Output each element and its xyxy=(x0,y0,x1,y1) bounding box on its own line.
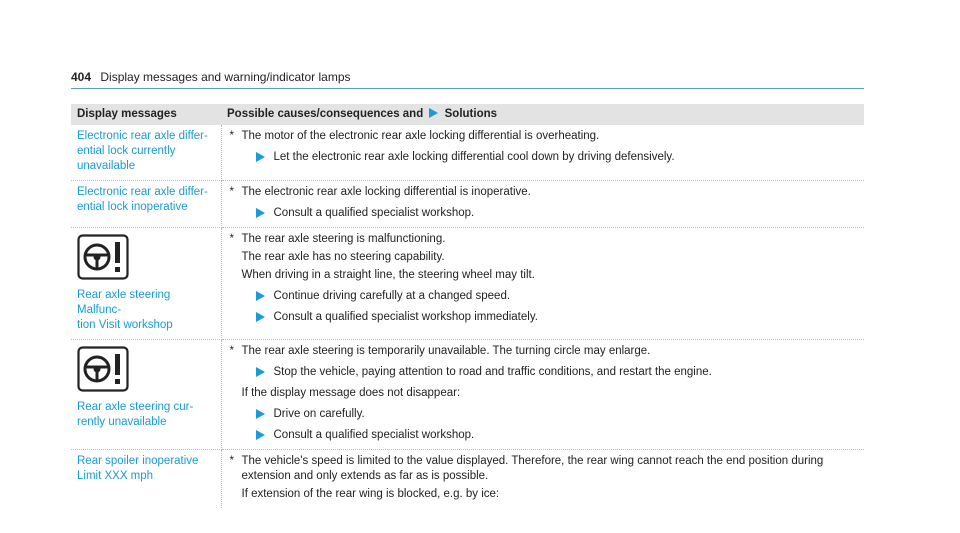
solution-arrow-icon xyxy=(256,409,265,419)
col-header-solutions-label: Solutions xyxy=(444,108,498,120)
cause-description: The motor of the electronic rear axle locking differential is overheating. xyxy=(241,130,600,142)
col-header-causes-solutions xyxy=(221,104,864,125)
causes-solutions-cell xyxy=(221,340,864,450)
page-title: Display messages and warning/indicator lamps xyxy=(100,70,351,84)
causes-solutions-cell xyxy=(221,228,864,340)
solution-step xyxy=(228,289,859,304)
table-row xyxy=(71,228,864,340)
col-header-display-messages: Display messages xyxy=(71,104,221,125)
bullet-star: * xyxy=(229,233,234,245)
solution-arrow-icon xyxy=(256,291,265,301)
solution-arrow-icon xyxy=(429,108,438,118)
display-messages-table xyxy=(71,104,864,508)
solution-text: Drive on carefully. xyxy=(273,408,365,420)
causes-solutions-cell xyxy=(221,450,864,509)
solution-step xyxy=(228,150,859,165)
col-header-causes-label: Possible causes/consequences and xyxy=(227,108,424,120)
display-message-cell xyxy=(71,181,221,228)
cause-description: The rear axle steering is temporarily unavailable. The turning circle may enlarge. xyxy=(241,345,651,357)
table-row xyxy=(71,340,864,450)
display-message-cell xyxy=(71,228,221,340)
display-message-text: Electronic rear axle differ- ential lock inoperative xyxy=(77,186,208,213)
table-row xyxy=(71,450,864,509)
table-row xyxy=(71,181,864,228)
solution-text: Stop the vehicle, paying attention to road and traffic conditions, and restart the engine. xyxy=(273,366,712,378)
display-message-text: Electronic rear axle differ- ential lock currently unavailable xyxy=(77,130,208,172)
display-message-cell xyxy=(71,340,221,450)
solution-text: Continue driving carefully at a changed speed. xyxy=(273,290,511,302)
solution-step xyxy=(228,407,859,422)
solution-text: Consult a qualified specialist workshop. xyxy=(273,207,475,219)
cause-text xyxy=(228,344,859,359)
solution-arrow-icon xyxy=(256,312,265,322)
cause-text xyxy=(228,454,859,484)
solution-text: Consult a qualified specialist workshop. xyxy=(273,429,475,441)
note-text: The rear axle has no steering capability. xyxy=(241,251,445,263)
page-header xyxy=(71,70,351,84)
solution-text: Consult a qualified specialist workshop immediately. xyxy=(273,311,538,323)
cause-description: The electronic rear axle locking differential is inoperative. xyxy=(241,186,531,198)
bullet-star: * xyxy=(229,130,234,142)
display-message-text: Rear spoiler inoperative Limit XXX mph xyxy=(77,455,199,482)
solution-arrow-icon xyxy=(256,152,265,162)
cause-description: The vehicle's speed is limited to the value displayed. Therefore, the rear wing cannot reach the end position during extension and only extends as far as is possible. xyxy=(241,455,824,482)
causes-solutions-cell xyxy=(221,125,864,181)
cause-text xyxy=(228,129,859,144)
solution-text: Let the electronic rear axle locking differential cool down by driving defensively. xyxy=(273,151,675,163)
bullet-star: * xyxy=(229,186,234,198)
solution-step xyxy=(228,206,859,221)
cause-text xyxy=(228,232,859,247)
solution-arrow-icon xyxy=(256,367,265,377)
display-message-text: Rear axle steering Malfunc- tion Visit workshop xyxy=(77,289,173,331)
solution-arrow-icon xyxy=(256,208,265,218)
display-message-cell xyxy=(71,450,221,509)
steering-wheel-warning-icon xyxy=(77,234,129,280)
solution-step xyxy=(228,365,859,380)
solution-step xyxy=(228,428,859,443)
cause-description: The rear axle steering is malfunctioning. xyxy=(241,233,446,245)
table-row xyxy=(71,125,864,181)
header-divider xyxy=(71,88,864,89)
solution-arrow-icon xyxy=(256,430,265,440)
solution-step xyxy=(228,310,859,325)
page-number: 404 xyxy=(71,70,92,84)
causes-solutions-cell xyxy=(221,181,864,228)
cause-text xyxy=(228,185,859,200)
display-message-text: Rear axle steering cur- rently unavailable xyxy=(77,401,194,428)
bullet-star: * xyxy=(229,455,234,467)
steering-wheel-warning-icon xyxy=(77,346,129,392)
note-text: If extension of the rear wing is blocked, e.g. by ice: xyxy=(241,488,500,500)
display-message-cell xyxy=(71,125,221,181)
bullet-star: * xyxy=(229,345,234,357)
note-text: If the display message does not disappear: xyxy=(241,387,461,399)
note-text: When driving in a straight line, the steering wheel may tilt. xyxy=(241,269,535,281)
table-header-row xyxy=(71,104,864,125)
